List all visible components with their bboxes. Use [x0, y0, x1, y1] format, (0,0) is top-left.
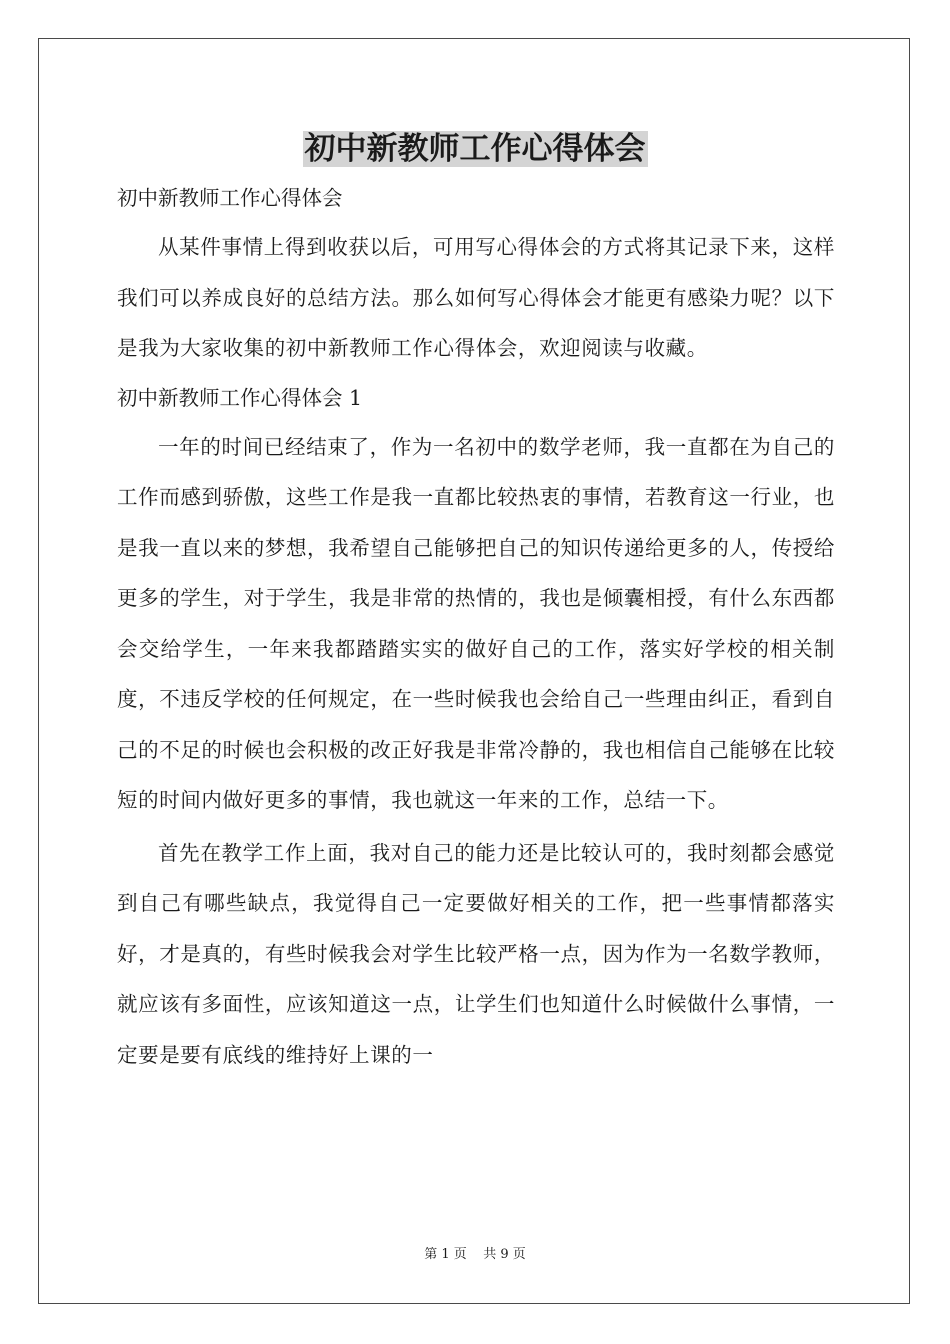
body-paragraph-2: 首先在教学工作上面，我对自己的能力还是比较认可的，我时刻都会感觉到自己有哪些缺点，我觉得自己一定要做好相关的工作，把一些事情都落实好，才是真的，有些时候我会对学生比较严格一点，因为作为一名数学教师，就应该有多面性，应该知道这一点，让学生们也知道什么时候做什么事情，一定要是要有底线的维持好上课的一	[117, 840, 835, 1067]
document-title	[0, 127, 950, 171]
section-heading: 初中新教师工作心得体会 1	[117, 385, 363, 410]
document-title-text: 初中新教师工作心得体会	[304, 131, 646, 167]
document-body	[117, 178, 835, 1080]
page-footer: 第 1 页 共 9 页	[424, 1247, 526, 1262]
body-paragraph-1: 一年的时间已经结束了，作为一名初中的数学老师，我一直都在为自己的工作而感到骄傲，这些工作是我一直都比较热衷的事情，若教育这一行业，也是我一直以来的梦想，我希望自己能够把自己的知识传递给更多的人，传授给更多的学生，对于学生，我是非常的热情的，我也是倾囊相授，有什么东西都会交给学生，一年来我都踏踏实实的做好自己的工作，落实好学校的相关制度，不违反学校的任何规定，在一些时候我也会给自己一些理由纠正，看到自己的不足的时候也会积极的改正好我是非常冷静的，我也相信自己能够在比较短的时间内做好更多的事情，我也就这一年来的工作，总结一下。	[117, 434, 835, 812]
document-subtitle: 初中新教师工作心得体会	[117, 186, 343, 210]
intro-paragraph: 从某件事情上得到收获以后，可用写心得体会的方式将其记录下来，这样我们可以养成良好的总结方法。那么如何写心得体会才能更有感染力呢？以下是我为大家收集的初中新教师工作心得体会，欢迎阅读与收藏。	[117, 235, 835, 360]
